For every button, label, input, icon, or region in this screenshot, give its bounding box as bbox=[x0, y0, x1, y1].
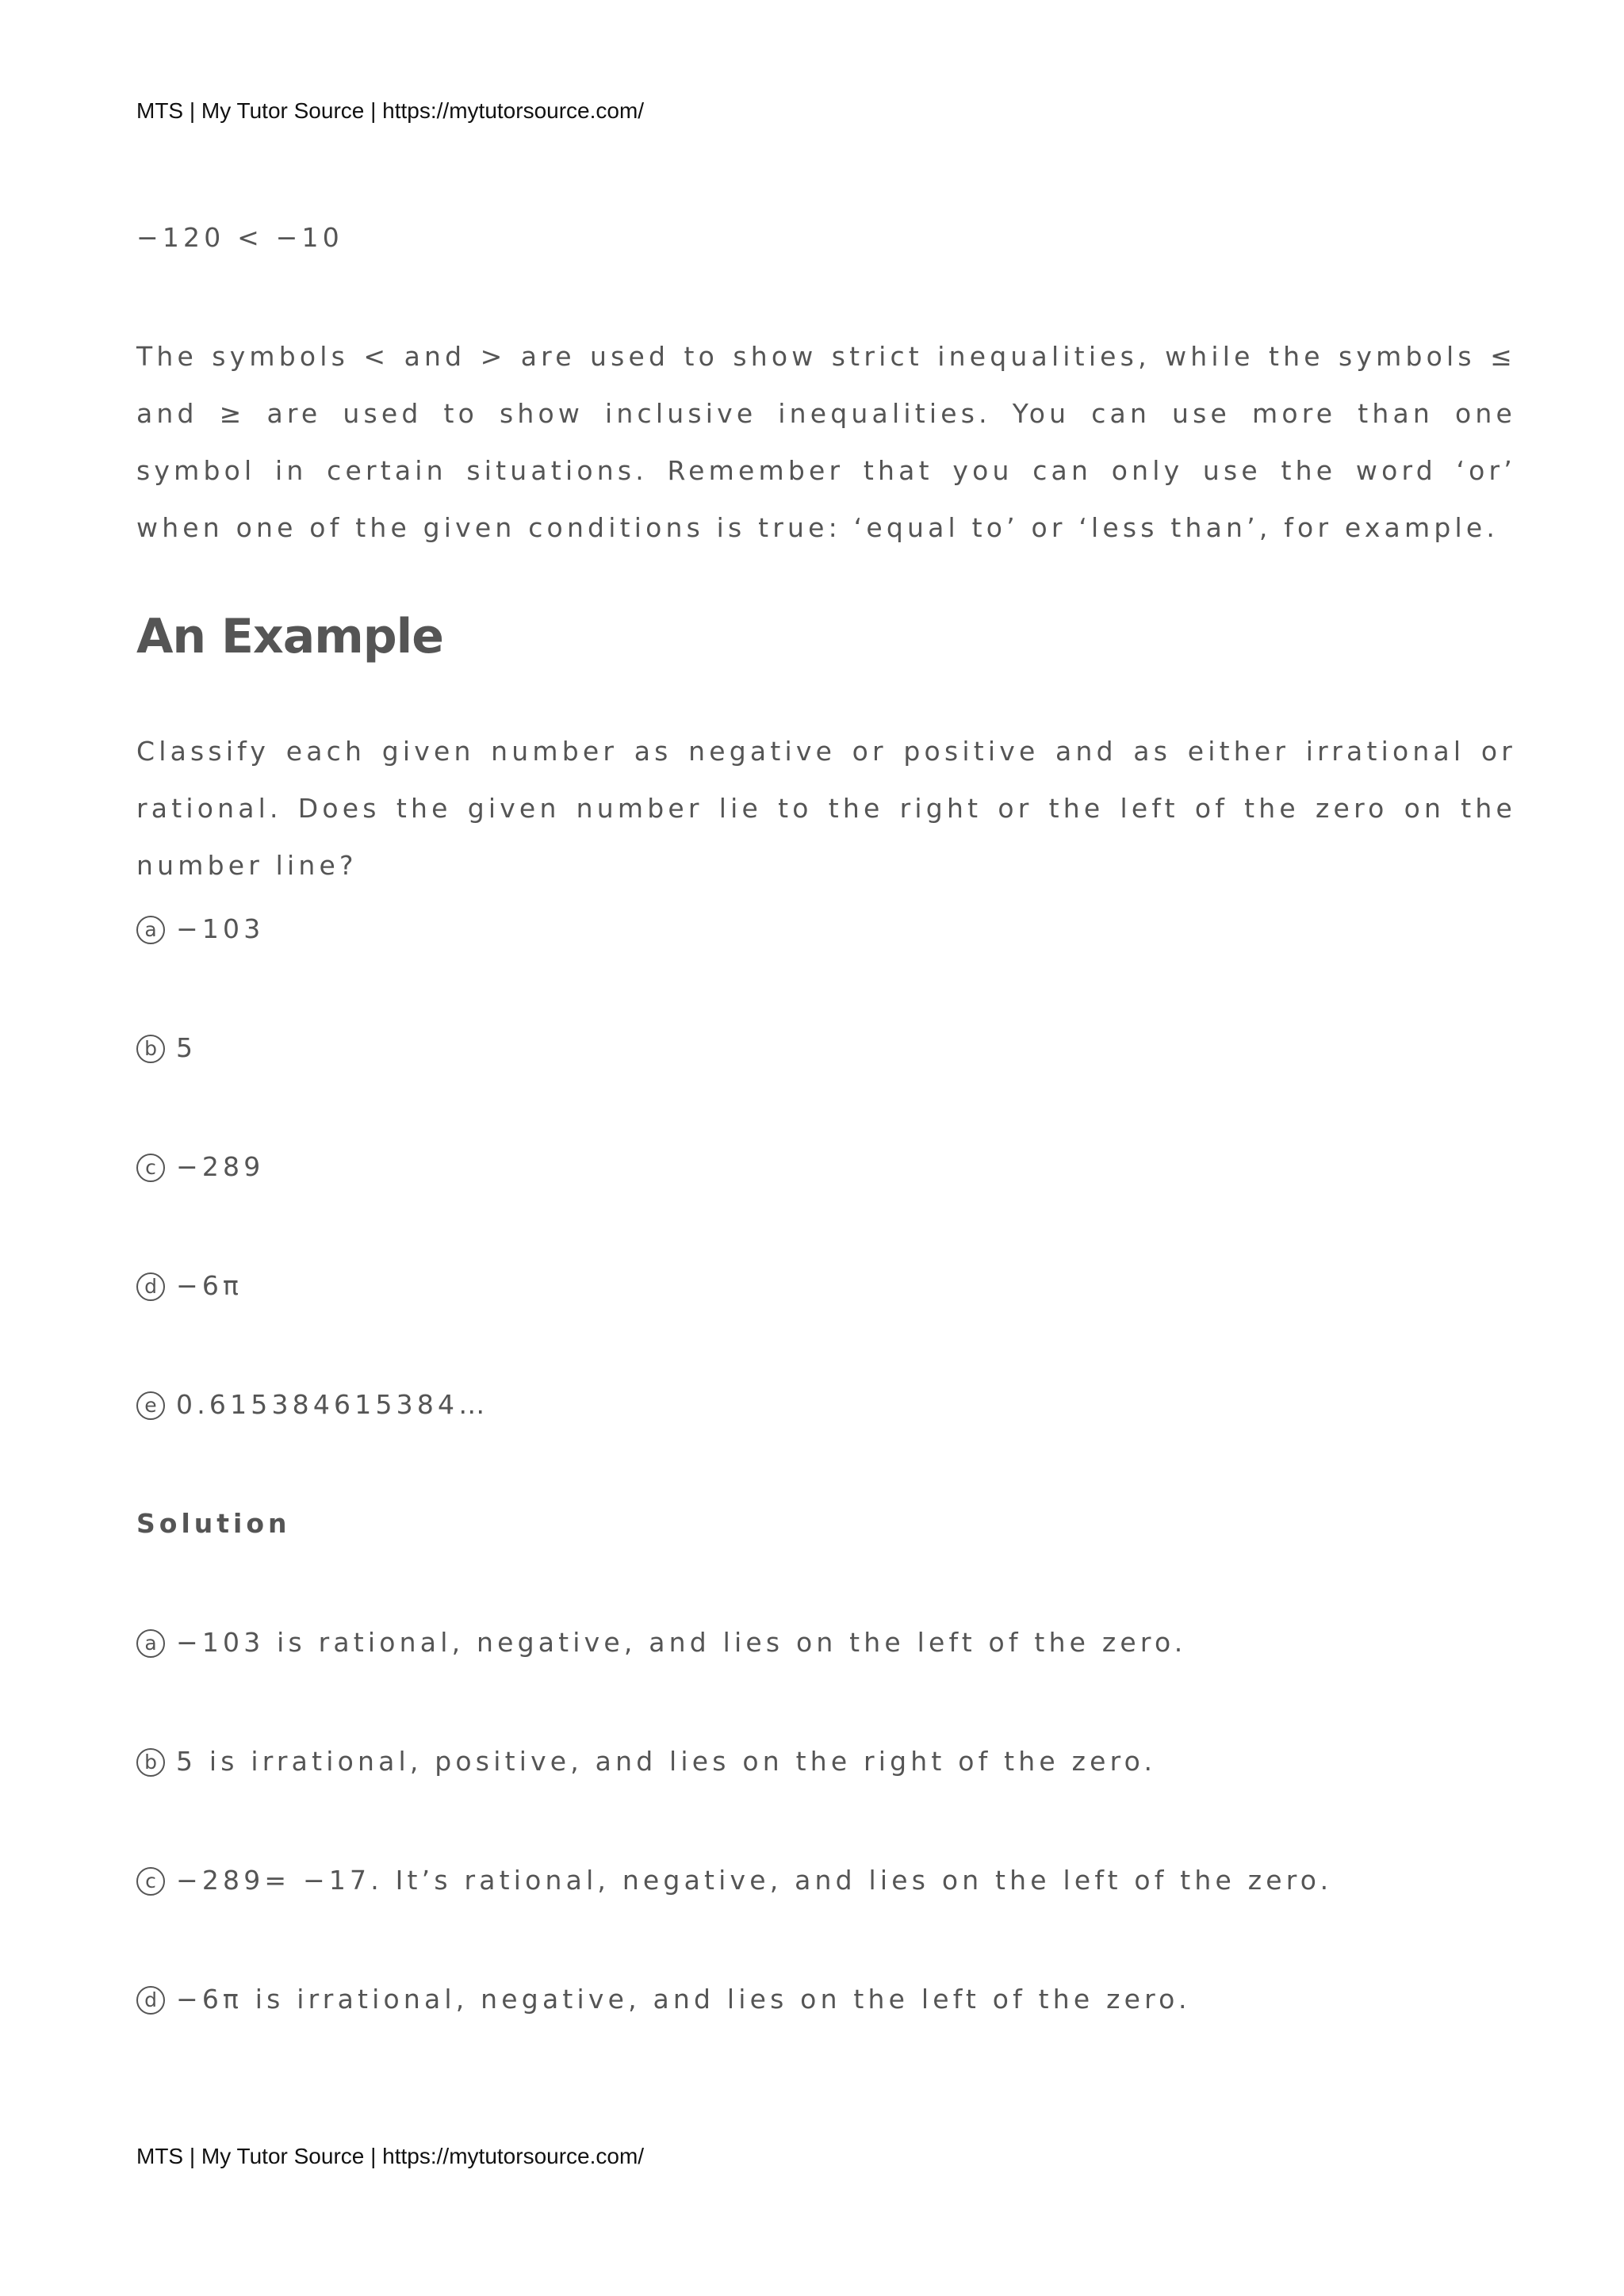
marker-c-icon: c bbox=[136, 1154, 165, 1182]
question-d bbox=[136, 1257, 243, 1314]
question-c bbox=[136, 1138, 264, 1196]
answer-c-text: −289= −17. It’s rational, negative, and lies on the left of the zero. bbox=[176, 1865, 1333, 1896]
page-header: MTS | My Tutor Source | https://mytutorsource.com/ bbox=[136, 98, 645, 123]
answer-c bbox=[136, 1852, 1332, 1909]
answer-b bbox=[136, 1733, 1156, 1790]
question-d-text: −6π bbox=[176, 1270, 243, 1301]
marker-d-icon: d bbox=[136, 1272, 165, 1301]
answer-a bbox=[136, 1614, 1186, 1671]
marker-b-icon: b bbox=[136, 1035, 165, 1063]
answer-marker-b-icon: b bbox=[136, 1748, 165, 1777]
question-c-text: −289 bbox=[176, 1151, 265, 1182]
question-b-text: 5 bbox=[176, 1032, 197, 1063]
answer-d bbox=[136, 1971, 1191, 2028]
question-e-text: 0.615384615384… bbox=[176, 1389, 489, 1420]
answer-marker-a-icon: a bbox=[136, 1629, 165, 1658]
answer-d-text: −6π is irrational, negative, and lies on the left of the zero. bbox=[176, 1984, 1191, 2015]
marker-a-icon: a bbox=[136, 916, 165, 944]
example-prompt: Classify each given number as negative or positive and as either irrational or rational. Does the given number lie to the right or the left of the zero on the number line? bbox=[136, 736, 1516, 881]
example-heading: An Example bbox=[136, 609, 443, 664]
page-footer: MTS | My Tutor Source | https://mytutorsource.com/ bbox=[136, 2144, 645, 2168]
question-a-text: −103 bbox=[176, 913, 265, 944]
solution-label: Solution bbox=[136, 1508, 291, 1539]
answer-b-text: 5 is irrational, positive, and lies on the right of the zero. bbox=[176, 1746, 1157, 1777]
question-e bbox=[136, 1376, 488, 1433]
answer-marker-c-icon: c bbox=[136, 1867, 165, 1896]
answer-a-text: −103 is rational, negative, and lies on the left of the zero. bbox=[176, 1627, 1187, 1658]
question-b bbox=[136, 1020, 197, 1077]
answer-marker-d-icon: d bbox=[136, 1986, 165, 2015]
question-a bbox=[136, 901, 264, 958]
intro-expression: −120 < −10 bbox=[136, 222, 343, 253]
marker-e-icon: e bbox=[136, 1391, 165, 1420]
inequality-paragraph: The symbols < and > are used to show strict inequalities, while the symbols ≤ and ≥ are used to show inclusive inequalities. You can use more than one symbol in certain situations. Remember that you can only use the word ‘or’ when one of the given conditions is true: ‘equal to’ or ‘less than’, for example. bbox=[136, 341, 1516, 543]
